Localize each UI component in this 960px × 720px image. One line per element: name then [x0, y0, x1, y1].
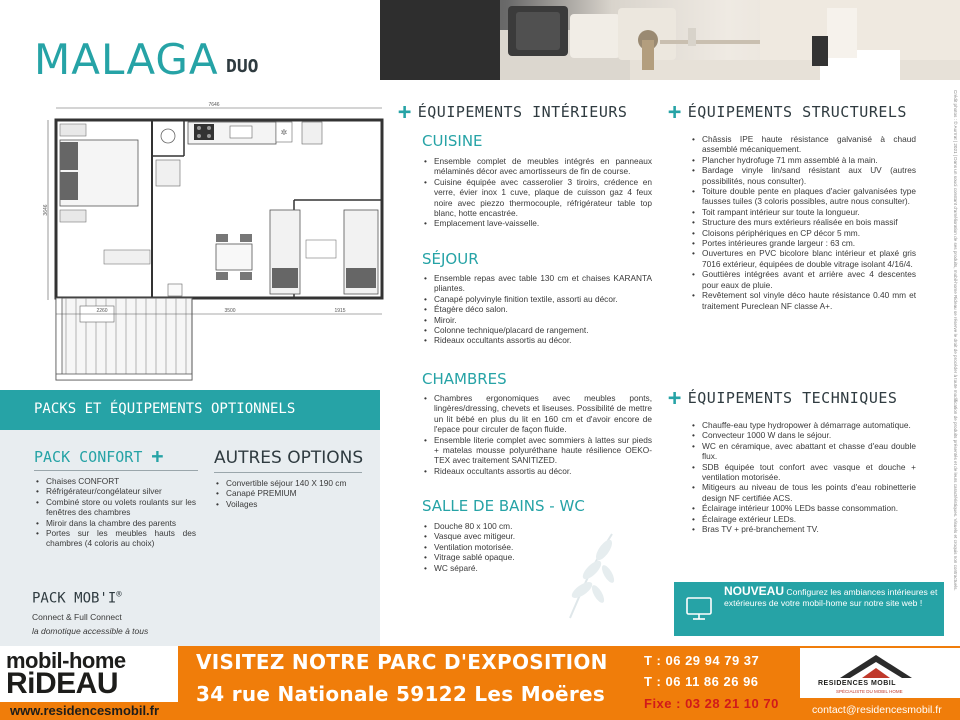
- list-item: • Ensemble repas avec table 130 cm et chaises KARANTA pliantes.: [424, 273, 652, 294]
- brand-logo-line1: mobil-home: [6, 648, 126, 673]
- heading-salle-de-bains: SALLE DE BAINS - WC: [422, 497, 585, 515]
- pack-mobi-heading: PACK MOB'I®: [32, 590, 122, 607]
- list-item: • Portes sur les meubles hauts des chambres (4 coloris au choix): [36, 528, 196, 549]
- residences-mobil-logo-text: RESIDENCES MOBIL: [818, 680, 897, 687]
- pack-confort-heading: PACK CONFORT +: [34, 444, 164, 468]
- plus-icon: +: [151, 444, 164, 468]
- phone-fixe[interactable]: Fixe : 03 28 21 10 70: [644, 696, 779, 711]
- list-item: • Vasque avec mitigeur.: [424, 531, 652, 541]
- phone-2[interactable]: T : 06 11 86 26 96: [644, 674, 759, 689]
- list-sejour: [424, 273, 652, 346]
- list-item: • SDB équipée tout confort avec vasque et douche + ventilation motorisée.: [692, 462, 916, 483]
- plus-icon: +: [398, 100, 412, 125]
- list-item: • Mitigeurs au niveau de tous les points d'eau robinetterie design NF certifiée ACS.: [692, 482, 916, 503]
- list-item: • Canapé PREMIUM: [216, 488, 366, 498]
- pack-mobi-tagline: la domotique accessible à tous: [32, 626, 149, 636]
- nouveau-label: NOUVEAU: [724, 584, 785, 598]
- list-item: • Emplacement lave-vaisselle.: [424, 218, 652, 228]
- heading-sejour: SÉJOUR: [422, 250, 479, 268]
- hero-photo: [380, 0, 960, 80]
- visit-headline: VISITEZ NOTRE PARC D'EXPOSITION: [196, 650, 608, 674]
- list-item: • Ensemble literie complet avec sommiers à lattes sur pieds + matelas mousse polyuréthane haute résilience OEKO-TEX avec traitement SANITIZED.: [424, 435, 652, 466]
- list-item: • Ensemble complet de meubles intégrés en panneaux mélaminés décor avec amortisseurs de fin de course.: [424, 156, 652, 177]
- dim-length: 7646: [208, 102, 220, 108]
- visit-address: 34 rue Nationale 59122 Les Moëres: [196, 682, 606, 706]
- list-item: • Éclairage extérieur LEDs.: [692, 514, 916, 524]
- heading-equipements-techniques: + ÉQUIPEMENTS TECHNIQUES: [668, 386, 898, 411]
- plus-icon: +: [668, 386, 682, 411]
- list-structurels: [692, 134, 916, 311]
- phone-1[interactable]: T : 06 29 94 79 37: [644, 653, 760, 668]
- list-item: • Étagère déco salon.: [424, 304, 652, 314]
- list-item: • Cloisons périphériques en CP décor 5 mm.: [692, 228, 916, 238]
- pack-mobi-subtitle: Connect & Full Connect: [32, 612, 122, 622]
- list-techniques: [692, 420, 916, 534]
- list-item: • Chauffe-eau type hydropower à démarrage automatique.: [692, 420, 916, 430]
- list-item: • Douche 80 x 100 cm.: [424, 521, 652, 531]
- list-item: • Ventilation motorisée.: [424, 542, 652, 552]
- list-item: • Cuisine équipée avec casserolier 3 tiroirs, crédence en verre, évier inox 1 cuve, plaque de cuisson gaz 4 feux noire avec piezzo thermocouple, réfrigérateur table top blanc, hotte encastrée.: [424, 177, 652, 219]
- living-room-photo: [380, 0, 960, 80]
- dim-right: 1915: [334, 308, 346, 314]
- svg-text:✲: ✲: [280, 128, 288, 137]
- website-link[interactable]: www.residencesmobil.fr: [10, 703, 160, 718]
- legal-disclaimer: Crédit photos : © Aurrrat | 2021 | Dans un souci constant d'amélioration de ses produits, mobil-home Rideau se réserve le droit de procéder à toute modification de produits présentés et de leurs caractéristiques. Visuels et croquis non contractuels.: [953, 90, 958, 591]
- list-item: • Rideaux occultants assortis au décor.: [424, 466, 652, 476]
- heading-chambres: CHAMBRES: [422, 370, 507, 388]
- floor-plan: [44, 100, 384, 385]
- divider: [34, 470, 198, 471]
- residences-mobil-logo-sub: SPÉCIALISTE DU MOBIL HOME: [836, 689, 903, 694]
- list-item: • Convecteur 1000 W dans le séjour.: [692, 430, 916, 440]
- dim-terrace: 2260: [96, 308, 108, 314]
- list-autres-options: [216, 478, 366, 509]
- list-item: • Ouvertures en PVC bicolore blanc intérieur et plaxé gris 7016 extérieur, équipées de double vitrage isolant 4/16/4.: [692, 248, 916, 269]
- page-subtitle: DUO: [226, 56, 259, 77]
- heading-cuisine: CUISINE: [422, 132, 483, 150]
- list-chambres: [424, 393, 652, 476]
- list-item: • Colonne technique/placard de rangement.: [424, 325, 652, 335]
- list-item: • Châssis IPE haute résistance galvanisé à chaud assemblé mécaniquement.: [692, 134, 916, 155]
- page-title: MALAGA: [34, 35, 219, 84]
- list-item: • Convertible séjour 140 X 190 cm: [216, 478, 366, 488]
- list-item: • Chaises CONFORT: [36, 476, 196, 486]
- list-pack-confort: [36, 476, 196, 549]
- house-roof-icon: [838, 652, 914, 680]
- dim-width: 3646: [43, 204, 49, 216]
- autres-options-heading: AUTRES OPTIONS: [214, 448, 364, 468]
- leaf-decoration-icon: [562, 530, 622, 620]
- list-item: • Réfrigérateur/congélateur silver: [36, 486, 196, 496]
- nouveau-description: Configurez les ambiances intérieures et extérieures de votre mobil-home sur notre site web !: [724, 587, 938, 608]
- list-item: • Miroir dans la chambre des parents: [36, 518, 196, 528]
- dim-mid: 3500: [224, 308, 236, 314]
- plus-icon: +: [668, 100, 682, 125]
- list-cuisine: [424, 156, 652, 229]
- list-item: • Chambres ergonomiques avec meubles ponts, lingères/dressing, chevets et liseuses. Possibilité de mettre un lit bébé en plus du lit en 160 cm et d'avoir encore de l'epace pour circuler de façon fluide.: [424, 393, 652, 435]
- list-item: • Bardage vinyle lin/sand résistant aux UV (autres possibilités, nous consulter).: [692, 165, 916, 186]
- options-heading: PACKS ET ÉQUIPEMENTS OPTIONNELS: [34, 401, 296, 417]
- list-item: • Toiture double pente en plaques d'acier galvanisées type fausses tuiles (3 coloris possibles, autre nous consulter).: [692, 186, 916, 207]
- list-item: • Plancher hydrofuge 71 mm assemblé à la main.: [692, 155, 916, 165]
- nouveau-text: [724, 586, 938, 609]
- contact-email[interactable]: contact@residencesmobil.fr: [812, 704, 942, 716]
- brand-logo-line2: RiDEAU: [6, 667, 119, 700]
- list-item: • Revêtement sol vinyle déco haute résistance 0.40 mm et traitement Pureclean NF classe A+.: [692, 290, 916, 311]
- list-item: • WC séparé.: [424, 563, 652, 573]
- heading-equipements-structurels: + ÉQUIPEMENTS STRUCTURELS: [668, 100, 907, 125]
- list-item: • Gouttières intégrées avant et arrière avec 4 descentes pour eaux de pluie.: [692, 269, 916, 290]
- list-item: • Éclairage intérieur 100% LEDs basse consommation.: [692, 503, 916, 513]
- list-item: • WC en céramique, avec abattant et chasse d'eau double flux.: [692, 441, 916, 462]
- list-item: • Portes intérieures grande largeur : 63 cm.: [692, 238, 916, 248]
- list-item: • Bras TV + pré-branchement TV.: [692, 524, 916, 534]
- list-item: • Canapé polyvinyle finition textile, assorti au décor.: [424, 294, 652, 304]
- list-item: • Vitrage sablé opaque.: [424, 552, 652, 562]
- divider: [214, 472, 362, 473]
- list-item: • Toit rampant intérieur sur toute la longueur.: [692, 207, 916, 217]
- heading-equipements-interieurs: + ÉQUIPEMENTS INTÉRIEURS: [398, 100, 628, 125]
- computer-screen-icon: [684, 594, 714, 624]
- list-item: • Voilages: [216, 499, 366, 509]
- list-item: • Rideaux occultants assortis au décor.: [424, 335, 652, 345]
- list-item: • Miroir.: [424, 315, 652, 325]
- list-item: • Combiné store ou volets roulants sur les fenêtres des chambres: [36, 497, 196, 518]
- list-item: • Structure des murs extérieurs réalisée en bois massif: [692, 217, 916, 227]
